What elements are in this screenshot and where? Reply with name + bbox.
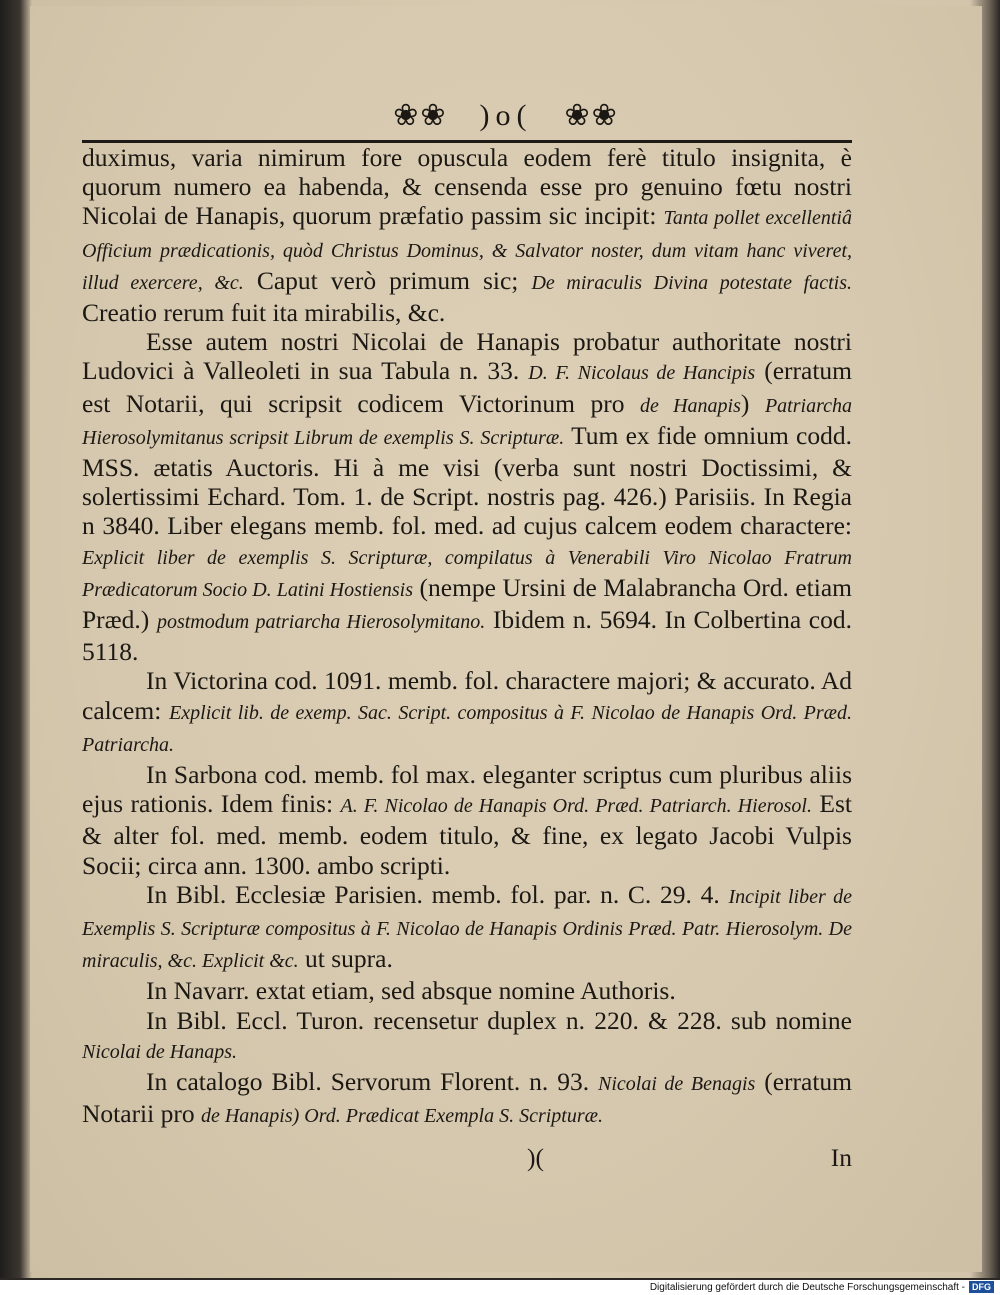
paragraph bbox=[82, 760, 852, 880]
paragraph bbox=[82, 143, 852, 327]
credit-text: Digitalisierung gefördert durch die Deutsche Forschungsgemeinschaft - bbox=[649, 1282, 965, 1293]
italic-quote: Nicolai de Benagis bbox=[598, 1073, 756, 1096]
text-run: In catalogo Bibl. Servorum Florent. n. 93. bbox=[146, 1067, 598, 1097]
paragraph bbox=[82, 1006, 852, 1067]
italic-quote: D. F. Nicolaus de Hancipis bbox=[528, 362, 756, 385]
text-run: ) bbox=[740, 388, 765, 418]
text-run: In Victorina cod. 1091. memb. fol. charactere majori; & accurato. Ad calcem: bbox=[82, 666, 852, 725]
text-run: In Navarr. extat etiam, sed absque nomine Authoris. bbox=[146, 976, 676, 1006]
italic-quote: postmodum patriarcha Hierosolymitano. bbox=[156, 611, 486, 634]
text-run: (erratum est Notarii, qui scripsit codicem Victorinum pro bbox=[82, 356, 852, 418]
text-run: Ibidem n. 5694. In Colbertina cod. 5118. bbox=[82, 605, 852, 667]
body-text bbox=[82, 143, 852, 1132]
ornament-right-icon: ❀❀ bbox=[564, 99, 619, 132]
italic-quote: Incipit liber de Exemplis S. Scripturæ compositus à F. Nicolao de Hanapis Ordinis Præd. Patr. Hierosolym. De miraculis, &c. Explicit &c. bbox=[82, 885, 852, 973]
paragraph bbox=[82, 880, 852, 977]
text-run: Est & alter fol. med. memb. eodem titulo, & fine, ex legato Jacobi Vulpis Socii; circa ann. 1300. ambo scripti. bbox=[82, 789, 852, 880]
italic-quote: Explicit liber de exemplis S. Scripturæ, compilatus à Venerabili Viro Nicolao Fratrum Prædicatorum Socio D. Latini Hostiensis bbox=[82, 546, 852, 601]
text-run: Esse autem nostri Nicolai de Hanapis probatur authoritate nostri Ludovici à Valleoleti in sua Tabula n. 33. bbox=[82, 327, 852, 386]
text-run: In Bibl. Ecclesiæ Parisien. memb. fol. par. n. C. 29. 4. bbox=[146, 879, 729, 909]
italic-quote: Patriarcha Hierosolymitanus scripsit Librum de exemplis S. Scripturæ. bbox=[82, 394, 852, 449]
ornament-left-icon: ❀❀ bbox=[393, 99, 448, 132]
page-header bbox=[30, 94, 982, 138]
paragraph bbox=[82, 666, 852, 760]
text-run: (erratum Notarii pro bbox=[82, 1067, 853, 1129]
dfg-logo: DFG bbox=[969, 1281, 994, 1293]
italic-quote: Nicolai de Hanaps. bbox=[82, 1040, 237, 1063]
page-number: )o( bbox=[479, 99, 533, 132]
text-run: duximus, varia nimirum fore opuscula eodem ferè titulo insignita, è quorum numero ea habenda, & censenda esse pro genuino fœtu nostri Nicolai de Hanapis, quorum præfatio passim sic incipit: bbox=[82, 143, 852, 231]
italic-quote: de Hanapis) Ord. Prædicat Exempla S. Scripturæ. bbox=[200, 1105, 603, 1128]
italic-quote: Tanta pollet excellentiâ Officium prædicationis, quòd Christus Dominus, & Salvator noster, dum vitam hanc viveret, illud exercere, &c. bbox=[82, 207, 852, 294]
page-footer bbox=[82, 1143, 852, 1177]
signature-mark: )( bbox=[527, 1143, 544, 1172]
text-run: Caput verò primum sic; bbox=[243, 265, 532, 295]
digitization-credit bbox=[0, 1280, 1000, 1295]
italic-quote: De miraculis Divina potestate factis. bbox=[531, 271, 852, 294]
text-run: (nempe Ursini de Malabrancha Ord. etiam Præd.) bbox=[82, 572, 852, 635]
paragraph bbox=[82, 1067, 852, 1131]
italic-quote: Explicit lib. de exemp. Sac. Script. compositus à F. Nicolao de Hanapis Ord. Præd. Patriarcha. bbox=[82, 701, 852, 756]
text-run: In Sarbona cod. memb. fol max. eleganter scriptus cum pluribus aliis ejus rationis. Idem finis: bbox=[82, 760, 852, 819]
book-page bbox=[30, 6, 982, 1272]
text-run: Creatio rerum fuit ita mirabilis, &c. bbox=[82, 298, 446, 328]
italic-quote: A. F. Nicolao de Hanapis Ord. Præd. Patriarch. Hierosol. bbox=[340, 795, 812, 818]
italic-quote: de Hanapis bbox=[640, 394, 741, 417]
catchword: In bbox=[830, 1143, 852, 1172]
paragraph bbox=[82, 327, 852, 666]
text-run: In Bibl. Eccl. Turon. recensetur duplex n. 220. & 228. sub nomine bbox=[146, 1005, 852, 1035]
paragraph bbox=[82, 976, 852, 1005]
text-run: Tum ex fide omnium codd. MSS. ætatis Auctoris. Hi à me visi (verba sunt nostri Doctissimi, & solertissimi Echard. Tom. 1. de Script. nostris pag. 426.) Parisiis. In Regia n 3840. Liber elegans memb. fol. med. ad cujus calcem eodem charactere: bbox=[82, 420, 852, 541]
text-run: ut supra. bbox=[298, 944, 393, 974]
